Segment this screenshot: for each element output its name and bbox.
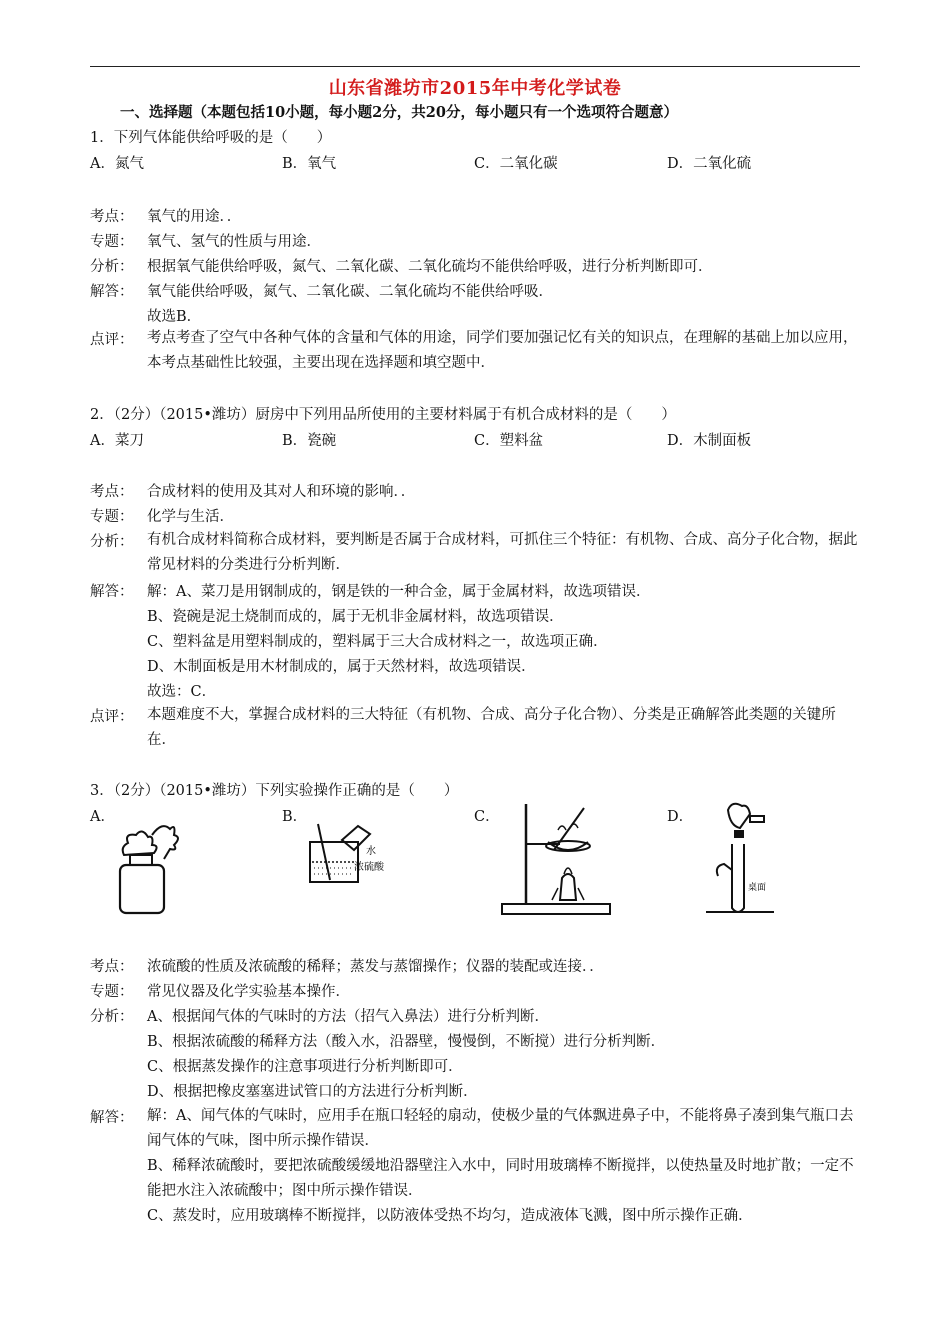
q3-kaodian: 浓硫酸的性质及浓硫酸的稀释；蒸发与蒸馏操作；仪器的装配或连接．． bbox=[147, 959, 604, 975]
q2-jieda-line4: D、木制面板是用木材制成的，属于天然材料，故选项错误． bbox=[147, 659, 536, 675]
q1-option-a: A．氮气 bbox=[90, 156, 144, 172]
q2-option-b: B．瓷碗 bbox=[282, 433, 337, 449]
q3-kaodian-label: 考点： bbox=[90, 959, 134, 975]
q2-zhuanti-label: 专题： bbox=[90, 509, 134, 525]
q2-stem: 2．（2分）（2015•潍坊）厨房中下列用品所使用的主要材料属于有机合成材料的是（ ） bbox=[90, 407, 676, 423]
q1-kaodian-label: 考点： bbox=[90, 209, 134, 225]
figure-c-evaporation bbox=[496, 800, 616, 920]
section-heading: 一、选择题（本题包括10小题，每小题2分，共20分，每小题只有一个选项符合题意） bbox=[120, 104, 678, 121]
figure-d-label-table: 桌面 bbox=[748, 883, 767, 893]
q3-fenxi-line2: B、根据浓硫酸的稀释方法（酸入水，沿器壁，慢慢倒，不断搅）进行分析判断． bbox=[147, 1034, 666, 1050]
q3-option-d: D． bbox=[667, 809, 694, 825]
q1-jieda-line1: 氧气能供给呼吸，氮气、二氧化碳、二氧化硫均不能供给呼吸． bbox=[147, 284, 553, 300]
q3-fenxi-line1: A、根据闻气体的气味时的方法（招气入鼻法）进行分析判断． bbox=[147, 1009, 549, 1025]
q1-jieda-label: 解答： bbox=[90, 284, 134, 300]
q2-option-c: C．塑料盆 bbox=[474, 433, 544, 449]
q3-jieda-line3: C、蒸发时，应用玻璃棒不断搅拌，以防液体受热不均匀，造成液体飞溅，图中所示操作正确． bbox=[147, 1208, 753, 1224]
figure-b-label-water: 水 bbox=[366, 846, 376, 857]
q2-dianping: 本题难度不大，掌握合成材料的三大特征（有机物、合成、高分子化合物）、分类是正确解答此类题的关键所在． bbox=[147, 707, 836, 748]
q3-jieda-label: 解答： bbox=[90, 1110, 134, 1126]
figure-d-insert-stopper bbox=[700, 800, 780, 920]
figure-a-smell-gas bbox=[112, 815, 192, 915]
figure-b-label-acid: 浓硫酸 bbox=[354, 862, 384, 873]
q3-stem: 3．（2分）（2015•潍坊）下列实验操作正确的是（ ） bbox=[90, 783, 459, 799]
q2-kaodian-label: 考点： bbox=[90, 484, 134, 500]
q3-zhuanti: 常见仪器及化学实验基本操作． bbox=[147, 984, 350, 1000]
q2-fenxi: 有机合成材料简称合成材料，要判断是否属于合成材料，可抓住三个特征：有机物、合成、高分子化合物，据此常见材料的分类进行分析判断． bbox=[147, 532, 858, 573]
q3-fenxi-line3: C、根据蒸发操作的注意事项进行分析判断即可． bbox=[147, 1059, 463, 1075]
q3-fenxi-line4: D、根据把橡皮塞塞进试管口的方法进行分析判断． bbox=[147, 1084, 478, 1100]
q2-option-d: D．木制面板 bbox=[667, 433, 752, 449]
q1-kaodian: 氧气的用途．． bbox=[147, 209, 242, 225]
q1-option-b: B．氧气 bbox=[282, 156, 337, 172]
q3-option-c: C． bbox=[474, 809, 500, 825]
q1-stem: 1．下列气体能供给呼吸的是（ ） bbox=[90, 130, 332, 146]
q2-kaodian: 合成材料的使用及其对人和环境的影响．． bbox=[147, 484, 416, 500]
q3-option-a: A． bbox=[90, 809, 115, 825]
page-title: 山东省潍坊市2015年中考化学试卷 bbox=[328, 78, 622, 99]
q3-jieda-line2: B、稀释浓硫酸时，要把浓硫酸缓缓地沿器壁注入水中，同时用玻璃棒不断搅拌，以使热量及时地扩散；一定不能把水注入浓硫酸中；图中所示操作错误． bbox=[147, 1158, 854, 1199]
q3-option-b: B． bbox=[282, 809, 308, 825]
q3-jieda-line1: 解：A、闻气体的气味时，应用手在瓶口轻轻的扇动，使极少量的气体飘进鼻子中，不能将鼻子凑到集气瓶口去闻气体的气味，图中所示操作错误． bbox=[147, 1108, 854, 1149]
q2-fenxi-label: 分析： bbox=[90, 534, 134, 550]
q1-zhuanti-label: 专题： bbox=[90, 234, 134, 250]
q2-option-a: A．菜刀 bbox=[90, 433, 144, 449]
q1-option-c: C．二氧化碳 bbox=[474, 156, 558, 172]
q2-zhuanti: 化学与生活． bbox=[147, 509, 234, 525]
q2-dianping-label: 点评： bbox=[90, 709, 134, 725]
q1-dianping-label: 点评： bbox=[90, 332, 134, 348]
figure-b-dilute-acid bbox=[300, 820, 410, 900]
q1-fenxi: 根据氧气能供给呼吸，氮气、二氧化碳、二氧化硫均不能供给呼吸，进行分析判断即可． bbox=[147, 259, 713, 275]
header-rule bbox=[90, 66, 860, 67]
q2-jieda-label: 解答： bbox=[90, 584, 134, 600]
q2-jieda-line1: 解：A、菜刀是用钢制成的，钢是铁的一种合金，属于金属材料，故选项错误． bbox=[147, 584, 651, 600]
q1-zhuanti: 氧气、氢气的性质与用途． bbox=[147, 234, 321, 250]
q2-jieda-line5: 故选：C． bbox=[147, 684, 217, 700]
q1-dianping: 考点考查了空气中各种气体的含量和气体的用途，同学们要加强记忆有关的知识点，在理解的基础上加以应用，本考点基础性比较强，主要出现在选择题和填空题中． bbox=[147, 330, 858, 371]
q1-option-d: D．二氧化硫 bbox=[667, 156, 752, 172]
q3-fenxi-label: 分析： bbox=[90, 1009, 134, 1025]
q3-zhuanti-label: 专题： bbox=[90, 984, 134, 1000]
q1-fenxi-label: 分析： bbox=[90, 259, 134, 275]
q2-jieda-line2: B、瓷碗是泥土烧制而成的，属于无机非金属材料，故选项错误． bbox=[147, 609, 564, 625]
q1-jieda-line2: 故选B． bbox=[147, 309, 202, 325]
q2-jieda-line3: C、塑料盆是用塑料制成的，塑料属于三大合成材料之一，故选项正确． bbox=[147, 634, 608, 650]
